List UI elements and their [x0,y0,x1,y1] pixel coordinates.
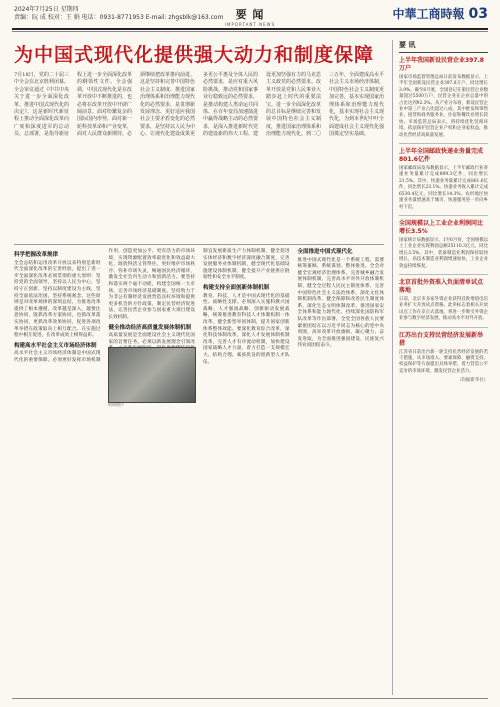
brief-title: 上半年我国新设民营企业397.8万户 [399,57,484,72]
body-paragraph-5: 推进中国式现代化是一个系统工程，需要统筹兼顾、系统谋划、整体推进。全会对健全宏观经济治理体系、完善城乡融合发展体制机制、完善高水平对外开放体制机制、健全全过程人民民主制度体系、完善中国特色社会主义法治体系、深化文化体制机制改革、健全保障和改善民生制度体系、深化生态文明体制改革、推进国家安全体系和能力现代化、持续深化国防和军队改革等作出部署。全党全国各族人民要紧密团结在以习近平同志为核心的党中央周围，高举改革开放旗帜，凝心聚力、奋发进取，为全面推进强国建设、民族复兴伟业而团结奋斗。 [297,257,384,349]
brief-text: 国家市场监督管理总局日前发布数据显示，上半年全国新设民营企业397.8万户，同比增长3.9%。截至6月底，全国登记在册民营企业数量超过5500万户，民营企业在企业总量中的占比达到92.3%。从产业分布看，新设民营企业中第三产业占比超过八成，其中批发和零售业、租赁和商务服务业、住宿和餐饮业增长较快。市场监管总局表示，将持续优化营商环境，依法保护民营企业产权和企业家权益，推动民营经济高质量发展。 [399,75,488,138]
brief-text: 国家统计局数据显示，1至6月份，全国规模以上工业企业实现利润总额35110.3亿元，同比增长3.5%。其中，装备制造业利润保持较快增长，高技术制造业利润增速加快，工业企业效益持续恢复。 [399,237,489,269]
brief-item [399,279,488,323]
subheading-5: 全面推进中国式现代化 [297,249,353,255]
subheading-1: 科学把握改革规律 [14,252,59,258]
rail-source-note: （均据新华社） [457,378,488,384]
lead-paragraph: 7月18日，党的二十届三中全会在北京胜利闭幕。全会审议通过《中共中央关于进一步全面深化改革、推进中国式现代化的决定》。这是新时代新征程上推动全面深化改革向广度和深度进军的总动员、总部署，是指导新征程上进一步全面深化改革的纲领性文件。全会强调，中国式现代化是在改革开放中不断推进的，也必将在改革开放中开辟广阔前景。面对纷繁复杂的国际国内形势，面对新一轮科技革命和产业变革，面对人民群众新期待，必须继续把改革推向前进。这是坚持和完善中国特色社会主义制度、推进国家治理体系和治理能力现代化的必然要求，是贯彻新发展理念、更好适应我国社会主要矛盾变化的必然要求，是坚持以人民为中心、让现代化建设成果更多更公平惠及全体人民的必然要求，是应对重大风险挑战、推动党和国家事业行稳致远的必然要求，是推动构建人类命运共同体、在百年变局加速演进中赢得战略主动的必然要求，是深入推进新时代党的建设新的伟大工程、建设更加坚强有力的马克思主义政党的必然要求。改革开放是党和人民事业大踏步赶上时代的重要法宝。进一步全面深化改革的总目标是继续完善和发展中国特色社会主义制度，推进国家治理体系和治理能力现代化。到二〇三五年，全面建成高水平社会主义市场经济体制，中国特色社会主义制度更加完善，基本实现国家治理体系和治理能力现代化，基本实现社会主义现代化，为到本世纪中叶全面建成社会主义现代化强国奠定坚实基础。 [14,72,385,138]
news-brief-rail [392,40,488,695]
brief-divider [399,327,488,328]
subheading-3: 健全推动经济高质量发展体制机制 [108,324,192,331]
brief-title: 北京首批外资准入负面清单试点落地 [399,278,484,294]
brief-item [399,148,488,211]
paper-name: 中華工商時報 [392,7,465,21]
article-body [14,249,384,694]
brief-divider [399,274,488,275]
brief-title: 江苏出台支持民营经济发展新举措 [399,331,484,347]
brief-title: 上半年全国邮政快递业务量完成801.6亿件 [399,148,484,164]
news-photo [108,347,196,403]
issue-date: 2024年7月25日 星期四 [14,6,79,13]
section-subtitle: IMPORTANT NEWS [224,22,276,27]
section-header [200,6,300,27]
page-number: 03 [468,6,488,22]
body-paragraph-1: 全会总结和运用改革开放以来特别是新时代全面深化改革的宝贵经验，提出了进一步全面深化改革必须贯彻的重大原则：坚持党的全面领导，坚持以人民为中心，坚持守正创新，坚持以制度建设为主线，坚持全面依法治国，坚持系统观念。这些原则是对改革规律的深刻总结，为推进改革提供了根本遵循。改革越是深入，越要注意协同，既抓改革方案协同，也抓改革落实协同，更抓改革效果协同，促进各项改革举措在政策取向上相互配合、在实施过程中相互促进、在改革成效上相得益彰。 [14,260,101,339]
photo-caption: 资料图片 [108,402,124,407]
brief-text: 国家邮政局发布数据显示，上半年邮政行业寄递业务量累计完成899.3亿件，同比增长21.5%。其中，快递业务量累计完成801.6亿件，同比增长23.1%。快递业务收入累计完成6530.4亿元，同比增长14.3%。农村地区快递业务量增速高于城市，快递服务进一步向乡村下沉。 [399,166,488,210]
rail-label: 要 讯 [399,40,488,53]
subheading-2: 构建高水平社会主义市场经济体制 [14,342,97,349]
brief-divider [399,215,488,216]
brief-text: 日前，北京市多家外资企业获得首批增值电信业务扩大开放试点资格。此举标志着相关开放试点工作在京正式落地，将进一步吸引外资企业参与数字经济发展，推动高水平对外开放。 [399,296,488,322]
brief-divider [399,143,488,144]
main-headline: 为中国式现代化提供强大动力和制度保障 [14,44,375,66]
masthead-info [14,6,223,22]
subheading-4: 构建支持全面创新体制机制 [203,284,270,291]
brief-item [399,57,488,139]
lead-article [14,72,384,242]
masthead-rule [12,28,488,30]
footer-rule [12,698,488,699]
brief-title: 全国规模以上工业企业利润同比增长3.5% [399,219,484,235]
editor-line: 责编：阮 成 校对：王 娟 电话：0931-8771953 E-mail: zhgsblk@163.com [14,14,224,21]
brief-text: 江苏省日前出台新一轮支持民营经济发展的若干措施，从市场准入、要素保障、融资支持、权益保护等方面提出具体举措，着力营造公平竞争的市场环境，激发民营企业活力。 [399,349,488,374]
body-paragraph-4: 教育、科技、人才是中国式现代化的基础性、战略性支撑。必须深入实施科教兴国战略、人才强国战略、创新驱动发展战略，统筹推进教育科技人才体制机制一体改革，健全新型举国体制，提升国家创新体系整体效能。要深化教育综合改革，深化科技体制改革，深化人才发展体制机制改革，完善人才有序流动机制，加快建设国家战略人才力量，着力打造一支规模宏大、结构合理、素质优良的创新型人才队伍。 [203,293,290,365]
lead-divider [14,244,384,245]
brief-item [399,220,488,270]
brief-item [399,332,488,376]
body-paragraph-2: 高水平社会主义市场经济体制是中国式现代化的重要保障。必须更好发挥市场机制作用，创造更加公平、更有活力的市场环境，实现资源配置效率最优化和效益最大化，既放得活又管得住，更好维护市场秩序、弥补市场失灵，畅通国民经济循环，激发全社会内生动力和创新活力。要坚持和落实两个毫不动摇，构建全国统一大市场，完善市场经济基础制度。坚持致力于为非公有制经济发展营造良好环境和提供更多机会的方针政策，制定民营经济促进法，完善民营企业参与国家重大项目建设长效机制。 [14,249,195,363]
body-paragraph-3: 高质量发展是全面建设社会主义现代化国家的首要任务。必须以新发展理念引领改 制宜发展新质生产力体制机制，健全促进实体经济和数字经济深度融合制度，完善发展服务业体制机制，健全现代化基础设施建设体制机制，健全提升产业链供应链韧性和安全水平制度。 [108,249,290,345]
paper-name-block [393,5,489,22]
masthead-rule-thin [12,31,488,32]
section-title: 要 闻 [235,8,265,21]
masthead [0,0,500,38]
